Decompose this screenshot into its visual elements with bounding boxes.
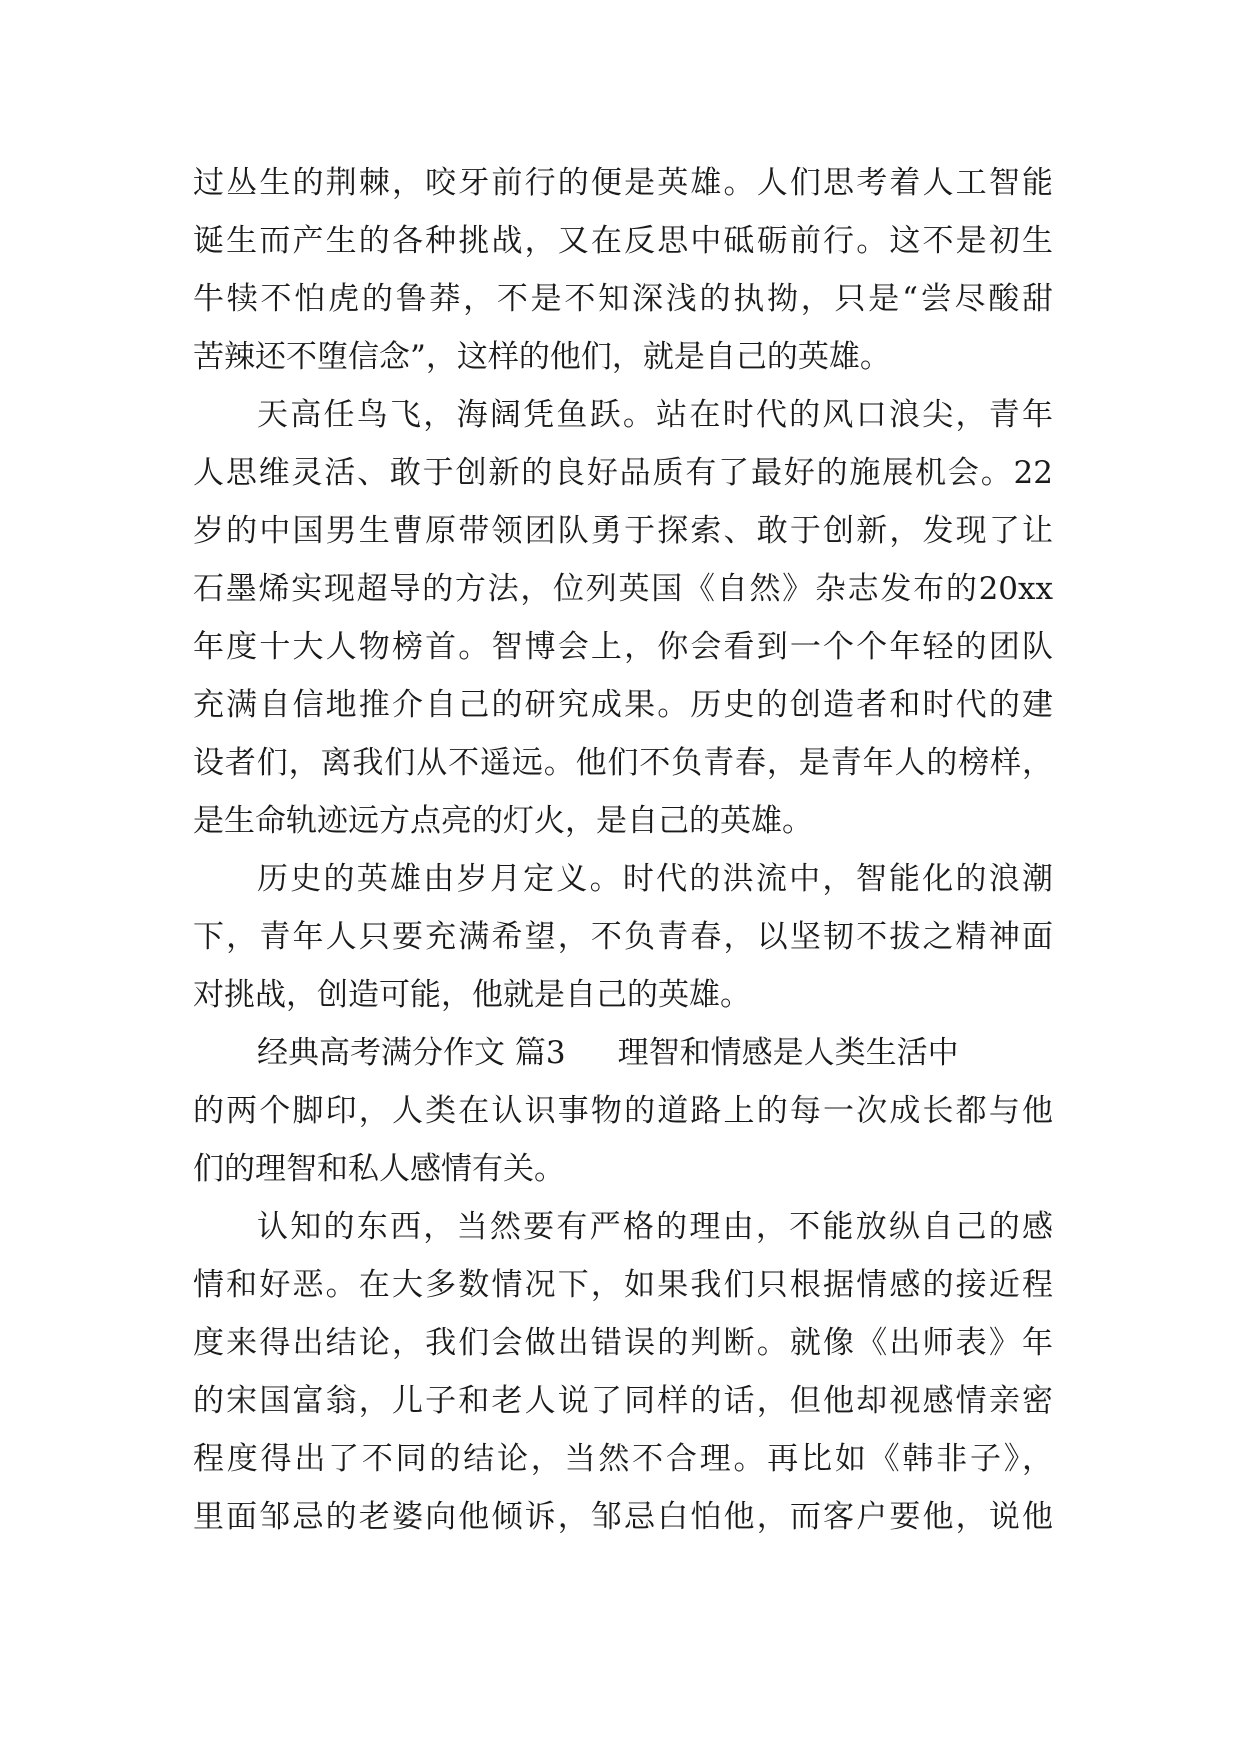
text-line: 设者们，离我们从不遥远。他们不负青春，是青年人的榜样， (193, 745, 1053, 781)
text-line: 年度十大人物榜首。智博会上，你会看到一个个年轻的团队 (193, 629, 1053, 665)
text-line: 理智和情感是人类生活中 (617, 1035, 959, 1071)
text-line: 苦辣还不堕信念”，这样的他们，就是自己的英雄。 (193, 339, 891, 375)
text-line: 石墨烯实现超导的方法，位列英国《自然》杂志发布的20xx (193, 571, 1053, 607)
text-line: 情和好恶。在大多数情况下，如果我们只根据情感的接近程 (193, 1267, 1053, 1303)
paragraph-3 (193, 850, 1053, 1024)
text-line: 对挑战，创造可能，他就是自己的英雄。 (193, 977, 751, 1013)
text-line: 们的理智和私人感情有关。 (193, 1151, 565, 1187)
text-line: 是生命轨迹远方点亮的灯火，是自己的英雄。 (193, 803, 813, 839)
text-line: 的宋国富翁，儿子和老人说了同样的话，但他却视感情亲密 (193, 1383, 1053, 1419)
text-line: 的两个脚印，人类在认识事物的道路上的每一次成长都与他 (193, 1093, 1053, 1129)
text-line: 人思维灵活、敢于创新的良好品质有了最好的施展机会。22 (193, 455, 1053, 491)
paragraph-1 (193, 154, 1053, 386)
paragraph-5 (193, 1198, 1053, 1546)
text-line: 牛犊不怕虎的鲁莽，不是不知深浅的执拗，只是“尝尽酸甜 (193, 281, 1053, 317)
text-line: 度来得出结论，我们会做出错误的判断。就像《出师表》年 (193, 1325, 1053, 1361)
text-line: 程度得出了不同的结论，当然不合理。再比如《韩非子》， (193, 1441, 1053, 1477)
text-line: 天高任鸟飞，海阔凭鱼跃。站在时代的风口浪尖，青年 (257, 397, 1053, 433)
text-line: 下，青年人只要充满希望，不负青春，以坚韧不拔之精神面 (193, 919, 1053, 955)
text-line: 诞生而产生的各种挑战，又在反思中砥砺前行。这不是初生 (193, 223, 1053, 259)
paragraph-4 (193, 1024, 1053, 1198)
text-line: 过丛生的荆棘，咬牙前行的便是英雄。人们思考着人工智能 (193, 165, 1053, 201)
text-line-with-heading (193, 1024, 1053, 1082)
section-heading: 经典高考满分作文 篇3 (257, 1035, 566, 1071)
document-body (193, 154, 1053, 1546)
text-line: 岁的中国男生曹原带领团队勇于探索、敢于创新，发现了让 (193, 513, 1053, 549)
paragraph-2 (193, 386, 1053, 850)
text-line: 里面邹忌的老婆向他倾诉，邹忌白怕他，而客户要他，说他 (193, 1499, 1053, 1535)
text-line: 充满自信地推介自己的研究成果。历史的创造者和时代的建 (193, 687, 1053, 723)
text-line: 历史的英雄由岁月定义。时代的洪流中，智能化的浪潮 (257, 861, 1053, 897)
text-line: 认知的东西，当然要有严格的理由，不能放纵自己的感 (257, 1209, 1053, 1245)
